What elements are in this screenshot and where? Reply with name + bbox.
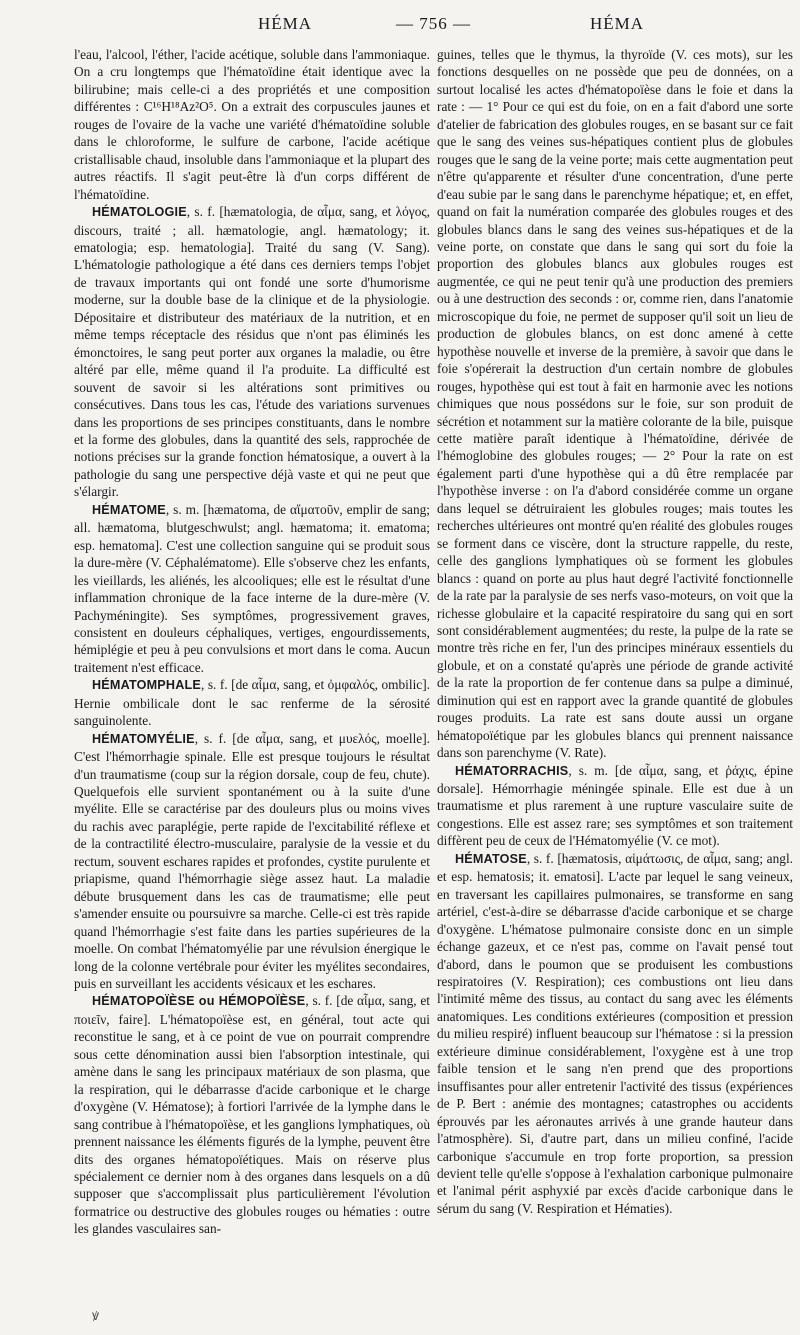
entry-headword: HÉMATOME [92, 502, 166, 517]
entry-body: , s. f. [de αἷμα, sang, et μυελός, moelle]. C'est l'hémorrhagie spinale. Elle est presque toujours le résultat d'un traumatisme (coup sur la région dorsale, coup de feu, chute). Quelquefois elle survient spontanément ou à la suite d'une myélite. Elle se caractérise par des douleurs plus ou moins vives du rachis avec paraplégie, perte rapide de l'excitabilité réflexe et de la contractilité électro-musculaire, paralysie de la vessie et du rectum, souvent eschares rapides et profondes, cystite purulente et priapisme, quand l'hémorrhagie siège assez haut. La maladie débute brusquement dans les cas de traumatisme; elle peut s'amender ensuite ou poursuivre sa marche. Celle-ci est très rapide quand l'hémorrhagie s'est faite dans les parties supérieures de la moelle. On combat l'hématomyélie par une révulsion énergique le long de la colonne vertébrale pour éviter les myélites secondaires, puis en surveillant les accidents vésicaux et les eschares. [74, 730, 430, 992]
running-head-right: HÉMA [590, 14, 645, 33]
entry-hematorrachis [437, 762, 793, 850]
entry-hematose [437, 850, 793, 1218]
entry-continuation [437, 46, 793, 762]
page-number: — 756 — [396, 14, 471, 33]
entry-hematologie [74, 203, 430, 501]
right-column [437, 46, 793, 1217]
running-head-left: HÉMA [258, 14, 313, 33]
entry-headword: HÉMATOSE [455, 851, 527, 866]
entry-body: , s. m. [hæmatoma, de αἵματοῦν, emplir de sang; all. hæmatoma, blutgeschwulst; angl. hæmatoma; it. ematoma; esp. hematoma]. C'est une collection sanguine qui se produit sous la dure-mère (V. Céphalématome). Elle s'observe chez les enfants, les vieillards, les aliénés, les alcooliques; elle est le résultat d'une inflammation chronique de la face interne de la dure-mère (V. Pachyméningite). Ses symptômes, progressivement graves, consistent en douleurs céphaliques, vertiges, engourdissements, hémiplégie et peu à peu convulsions et mort dans le coma. Aucun traitement n'est efficace. [74, 501, 430, 675]
footer-mark: ꝟ [92, 1309, 100, 1324]
entry-headword: HÉMATOPOÏÈSE ou HÉMOPOÏÈSE [92, 994, 306, 1009]
entry-hematopoiese [74, 992, 430, 1237]
entry-body: l'eau, l'alcool, l'éther, l'acide acétique, soluble dans l'ammoniaque. On a cru longtemps que l'hématoïdine était identique avec la bilirubine; mais celle-ci a des propriétés et une composition différentes : C¹⁶H¹⁸Az²O⁵. On a extrait des corpuscules jaunes et rouges de l'ovaire de la vache une variété d'hématoïdine soluble dans le chloroforme, le sulfure de carbone, l'acide acétique cristallisable chaud, insoluble dans l'ammoniaque et la plupart des autres réactifs. Il s'agit peut-être là d'un corps différent de l'hématoïdine. [74, 47, 430, 202]
entry-continuation [74, 46, 430, 203]
entry-body: , s. f. [de αἷμα, sang, et ὀμφαλός, ombilic]. Hernie ombilicale dont le sac renferme de la sérosité sanguinolente. [74, 677, 430, 729]
left-column [74, 46, 430, 1238]
entry-body: , s. f. [hæmatosis, αἱμάτωσις, de αἷμα, sang; angl. et esp. hematosis; it. ematosi]. L'acte par lequel le sang veineux, en traversant les capillaires pulmonaires, se transforme en sang artériel, c'est-à-dire se débarrasse d'acide carbonique et se charge d'oxygène. L'hématose pulmonaire consiste donc en un simple échange gazeux, et ce n'est pas, comme on l'avait pensé tout d'abord, dans le poumon que se produisent les combustions respiratoires (V. Respiration); ces combustions ont lieu dans l'intimité même des tissus, au contact du sang avec les éléments anatomiques. Les conditions extérieures (composition et pression du milieu respiré) influent beaucoup sur l'hématose : si la pression extérieure diminue considérablement, l'oxygène est à une trop faible tension et le sang n'en prend que des proportions insuffisantes pour aller entretenir l'activité des tissus (expériences de P. Bert : anémie des montagnes; catastrophes ou accidents éprouvés par les aéronautes arrivés à une grande hauteur dans l'atmosphère). Si, d'autre part, dans un milieu confiné, l'acide carbonique s'accumule en trop forte proportion, sa pression devient telle qu'elle s'oppose à l'exhalation carbonique pulmonaire et l'animal périt asphyxié par excès d'acide carbonique dans le sérum du sang (V. Respiration et Hématies). [437, 850, 793, 1216]
page-header [0, 14, 800, 40]
entry-body: , s. f. [hæmatologia, de αἷμα, sang, et λόγος, discours, traité ; all. hæmatologie, angl. hæmatology; it. ematologia; esp. hematologia]. Traité du sang (V. Sang). L'hématologie pathologique a été dans ces derniers temps l'objet de travaux importants qui ont fondé une sorte d'humorisme moderne, sur la double base de la clinique et de la physiologie. Dépositaire et distributeur des matériaux de la nutrition, et en même temps réceptacle des résidus que n'ont pas éliminés les émonctoires, le sang peut porter aux organes la maladie, ou être altéré par elle, même quand il l'a produite. La difficulté est souvent de savoir si les altérations sont primitives ou consécutives. Dans tous les cas, l'étude des variations survenues dans les proportions de ses principes constituants, dans le nombre et la forme des globules, dans la quantité des sels, rapprochée de notions précises sur la grande fonction hématosique, a ouvert à la pathologie du sang une perspective déjà vaste et qui ne peut que s'élargir. [74, 204, 430, 500]
entry-headword: HÉMATOLOGIE [92, 205, 187, 220]
entry-headword: HÉMATOMPHALE [92, 678, 201, 693]
entry-body: guines, telles que le thymus, la thyroïde (V. ces mots), sur les fonctions desquelles on ne possède que peu de données, on a surtout localisé les actes d'hématopoïèse dans le foie et dans la rate : — 1° Pour ce qui est du foie, on en a fait d'abord une sorte d'atelier de fabrication des globules rouges, en se basant sur ce fait que le sang des veines sus-hépatiques contient plus de globules rouges que le sang de la veine porte; mais cette augmentation peut n'être qu'apparente et résulter d'une concentration, d'une perte d'eau subie par le sang dans le parenchyme hépatique; et, en effet, quand on fait la numération comparée des globules rouges et des globules blancs dans le sang des veines sus-hépatiques et de la veine porte, on constate que dans le sang qui sort du foie la proportion des globules blancs aux globules rouges est augmentée, ce qui ne peut tenir qu'à une production des premiers ou à une destruction des seconds : or, comme rien, dans l'anatomie microscopique du foie, ne permet de supposer qu'il soit un lieu de production de globules blancs, on est donc amené à cette hypothèse nouvelle et inverse de la première, à savoir que dans le foie s'opérerait la destruction d'un certain nombre de globules rouges, hypothèse qui est tout à fait en harmonie avec les notions chimiques que nous possédons sur le foie, sur son produit de sécrétion et notamment sur la matière colorante de la bile, puisque cette matière paraît identique à l'hématoïdine, dérivée de l'hémoglobine des globules rouges; — 2° Pour la rate on est également parti d'une hypothèse qui a dû être remplacée par l'hypothèse inverse : on l'a d'abord considérée comme un organe dans lequel se détruiraient les globules rouges; mais toutes les recherches ultérieures ont montré qu'en réalité des globules rouges se forment dans ce viscère, dont la structure rappelle, du reste, celle des ganglions lymphatiques où se forment les globules blancs : quand on porte au plus haut degré l'activité fonctionnelle de la rate par la paralysie de ses nerfs vaso-moteurs, on voit que la richesse globulaire et la capacité respiratoire du sang qui en sort sont considérablement augmentées; du reste, la pulpe de la rate se montre très riche en fer, l'un des principes minéraux essentiels du globule, et on a constaté qu'après une période de grande activité de la rate la proportion de fer contenue dans sa pulpe a diminué, diminution qui est en rapport avec la grande quantité de globules rouges produits. La rate est sans doute aussi un organe hématopoïétique par les globules blancs qui prennent naissance dans son parenchyme (V. Rate). [437, 47, 793, 761]
entry-headword: HÉMATOMYÉLIE [92, 731, 195, 746]
entry-body: , s. m. [de αἷμα, sang, et ῥάχις, épine dorsale]. Hémorrhagie méningée spinale. Elle est due à un traumatisme et plus rarement à une rupture vasculaire suite de congestions. Elle est assez rare; ses symptômes et son traitement diffèrent peu de ceux de l'Hématomyélie (V. ce mot). [437, 762, 793, 849]
entry-hematome [74, 501, 430, 677]
entry-hematomphale [74, 676, 430, 729]
entry-headword: HÉMATORRACHIS [455, 763, 569, 778]
entry-body: , s. f. [de αἷμα, sang, et ποιεῖν, faire]. L'hématopoïèse est, en général, tout acte qui reconstitue le sang, et à ce point de vue on pourrait comprendre sous cette dénomination aussi bien l'absorption intestinale, qui amène dans le sang les principaux matériaux de son plasma, que la respiration, qui le débarrasse d'acide carbonique et le charge d'oxygène (V. Hématose); à fortiori l'arrivée de la lymphe dans le sang contribue à l'hématopoïèse, et les ganglions lymphatiques, où prennent naissance les éléments figurés de la lymphe, peuvent être dits des organes hématopoïétiques. Mais on réserve plus spécialement ce dernier nom à des organes dans lesquels on a dû supposer que s'accomplissait plus particulièrement l'évolution formatrice ou destructive des globules rouges ou hématies : outre les glandes vasculaires san- [74, 993, 430, 1237]
entry-hematomyelie [74, 730, 430, 993]
